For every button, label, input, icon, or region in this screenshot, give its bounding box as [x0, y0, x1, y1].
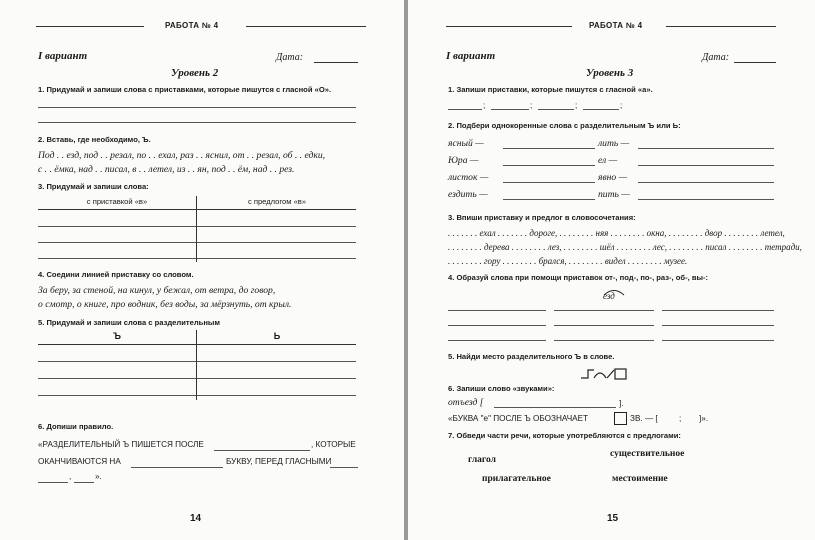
answer-line[interactable]	[38, 107, 356, 108]
header-rule-left	[446, 26, 572, 27]
task-1-text: 1. Придумай и запиши слова с приставками, которые пишутся с гласной «О».	[38, 85, 332, 94]
rule-line-1-end: , КОТОРЫЕ	[311, 440, 356, 449]
answer-line[interactable]	[503, 165, 595, 166]
task-6-text: 6. Допиши правило.	[38, 422, 114, 431]
task-3-text: 3. Придумай и запиши слова:	[38, 182, 149, 191]
word-right: ел —	[598, 155, 618, 166]
header-rule-right	[246, 26, 366, 27]
task-4-root: езд	[603, 291, 615, 301]
part-of-speech-adjective[interactable]: прилагательное	[482, 474, 551, 484]
answer-line[interactable]	[503, 182, 595, 183]
task-1-text: 1. Запиши приставки, которые пишутся с гласной «а».	[448, 85, 653, 94]
separator: ;	[483, 101, 486, 110]
rule-close: ».	[95, 472, 102, 481]
answer-line[interactable]	[554, 325, 654, 326]
sound-count-box[interactable]	[614, 412, 627, 425]
table-divider	[196, 196, 197, 262]
answer-line[interactable]	[662, 310, 774, 311]
answer-line[interactable]	[448, 310, 546, 311]
answer-line[interactable]	[638, 165, 774, 166]
table-rule	[38, 209, 356, 210]
running-head: РАБОТА № 4	[589, 21, 643, 30]
answer-line[interactable]	[38, 242, 356, 243]
answer-line[interactable]	[38, 226, 356, 227]
variant-label: I вариант	[38, 50, 88, 62]
answer-line[interactable]	[38, 395, 356, 396]
date-label: Дата:	[702, 52, 730, 63]
task-5-table	[38, 330, 356, 400]
date-field[interactable]	[314, 62, 358, 63]
answer-line[interactable]	[503, 199, 595, 200]
task-7-text: 7. Обведи части речи, которые употребляются с предлогами:	[448, 431, 681, 440]
answer-line[interactable]	[38, 122, 356, 123]
answer-blank[interactable]	[448, 109, 482, 110]
word-right: пить —	[598, 189, 630, 200]
separator: ;	[575, 101, 578, 110]
answer-blank[interactable]	[491, 109, 529, 110]
task-4-line-2: о смотр, о книге, про водник, без воды, за мёрзнуть, от крыл.	[38, 299, 292, 310]
word-left: листок —	[448, 172, 489, 183]
task-5-text: 5. Придумай и запиши слова с разделительным	[38, 318, 221, 327]
task-5-text: 5. Найди место разделительного Ъ в слове.	[448, 352, 615, 361]
page-14	[0, 0, 404, 540]
answer-line[interactable]	[38, 258, 356, 259]
task-4-line-1: За беру, за стеной, на кинул, у бежал, от ветра, до говор,	[38, 285, 276, 296]
separator: ;	[620, 101, 623, 110]
answer-line[interactable]	[662, 340, 774, 341]
answer-blank[interactable]	[538, 109, 574, 110]
part-of-speech-pronoun[interactable]: местоимение	[612, 474, 668, 484]
rule-blank-1[interactable]	[214, 450, 310, 451]
answer-line[interactable]	[38, 361, 356, 362]
answer-line[interactable]	[503, 148, 595, 149]
answer-blank[interactable]	[583, 109, 619, 110]
answer-line[interactable]	[448, 340, 546, 341]
task-6-bracket: ].	[619, 399, 624, 408]
rule-line-2-mid: БУКВУ, ПЕРЕД ГЛАСНЫМИ	[226, 457, 332, 466]
table-rule	[38, 344, 356, 345]
rule-blank-4[interactable]	[38, 482, 68, 483]
page-number: 14	[190, 513, 202, 524]
answer-line[interactable]	[554, 310, 654, 311]
task-3-line-1: . . . . . . . ехал . . . . . . . дороге, . . . . . . . . няя . . . . . . . . окна, . . . . . . . . двор . . . . . . . . летел,	[448, 228, 785, 238]
answer-line[interactable]	[38, 378, 356, 379]
rule-blank-3[interactable]	[330, 467, 358, 468]
level-title: Уровень 3	[586, 67, 634, 79]
task-3-table	[38, 196, 356, 264]
answer-line[interactable]	[638, 199, 774, 200]
rule-line-start: «БУКВА "е" ПОСЛЕ Ъ ОБОЗНАЧАЕТ	[448, 414, 589, 423]
separator: ;	[530, 101, 533, 110]
rule-blank-2[interactable]	[131, 467, 223, 468]
part-of-speech-verb[interactable]: глагол	[468, 455, 496, 465]
page-15	[408, 0, 815, 540]
task-2-line-1: Под . . езд, под . . резал, по . . ехал, раз . . яснил, от . . резал, об . . едки,	[38, 150, 326, 161]
table-header-soft-sign: Ь	[273, 331, 281, 341]
task-2-line-2: с . . ёмка, над . . писал, в . . летел, из . . ян, под . . ём, над . . рез.	[38, 164, 295, 175]
running-head: РАБОТА № 4	[165, 21, 219, 30]
task-6-text: 6. Запиши слово «звуками»:	[448, 384, 555, 393]
task-3-line-3: . . . . . . . . гору . . . . . . . . брался, . . . . . . . . видел . . . . . . . . музее.	[448, 256, 688, 266]
rule-line-mid: ЗВ. — [	[630, 414, 658, 423]
word-right: лить —	[598, 138, 630, 149]
variant-label: I вариант	[446, 50, 496, 62]
transcription-field[interactable]	[494, 407, 616, 408]
answer-line[interactable]	[638, 148, 774, 149]
header-rule-right	[666, 26, 776, 27]
page-number: 15	[607, 513, 619, 524]
word-left: ездить —	[448, 189, 488, 200]
word-left: ясный —	[448, 138, 484, 149]
header-rule-left	[36, 26, 144, 27]
task-2-text: 2. Вставь, где необходимо, Ъ.	[38, 135, 151, 144]
task-2-text: 2. Подбери однокоренные слова с разделительным Ъ или Ь:	[448, 121, 681, 130]
part-of-speech-noun[interactable]: существительное	[610, 449, 685, 459]
word-left: Юра —	[448, 155, 479, 166]
date-label: Дата:	[276, 52, 304, 63]
rule-line-semicolon: ;	[679, 414, 682, 423]
table-header-preposition: с предлогом «в»	[247, 197, 307, 206]
rule-line-1-start: «РАЗДЕЛИТЕЛЬНЫЙ Ъ ПИШЕТСЯ ПОСЛЕ	[38, 440, 204, 449]
task-3-text: 3. Впиши приставку и предлог в словосочетания:	[448, 213, 636, 222]
table-header-prefix: с приставкой «в»	[86, 197, 148, 206]
table-divider	[196, 330, 197, 400]
rule-line-end: ]».	[699, 414, 709, 423]
date-field[interactable]	[734, 62, 776, 63]
level-title: Уровень 2	[171, 67, 219, 79]
rule-blank-5[interactable]	[74, 482, 94, 483]
word-right: явно —	[598, 172, 628, 183]
answer-line[interactable]	[662, 325, 774, 326]
rule-comma: ,	[69, 472, 72, 481]
task-3-line-2: . . . . . . . . дерева . . . . . . . . лез, . . . . . . . . шёл . . . . . . . . лес, . . . . . . . . писал . . . . . . . . тетради,	[448, 242, 802, 252]
table-header-hard-sign: Ъ	[113, 331, 121, 341]
task-6-word: отъезд [	[448, 397, 484, 408]
word-structure-icon	[580, 366, 628, 382]
task-4-text: 4. Соедини линией приставку со словом.	[38, 270, 194, 279]
task-4-text: 4. Образуй слова при помощи приставок от-, под-, по-, раз-, об-, вы-:	[448, 273, 709, 282]
rule-line-2-start: ОКАНЧИВАЮТСЯ НА	[38, 457, 121, 466]
answer-line[interactable]	[554, 340, 654, 341]
answer-line[interactable]	[638, 182, 774, 183]
answer-line[interactable]	[448, 325, 546, 326]
